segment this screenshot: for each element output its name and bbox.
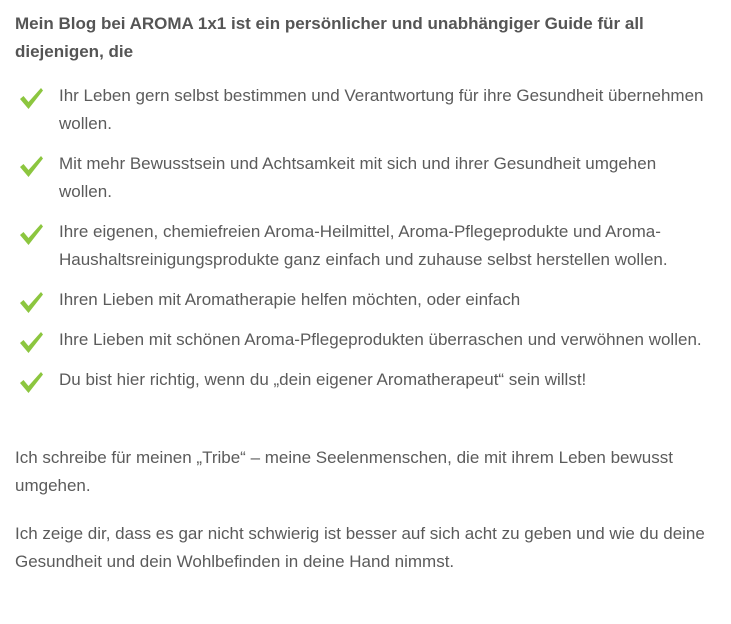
checklist-item [15,218,709,274]
checklist-item [15,326,709,354]
checkmark-icon [17,328,45,356]
intro-heading: Mein Blog bei AROMA 1x1 ist ein persönlicher und unabhängiger Guide für all diejenigen, die [15,14,644,61]
checklist-item [15,82,709,138]
checklist-item-text: Ihre eigenen, chemiefreien Aroma-Heilmittel, Aroma-Pflegeprodukte und Aroma-Haushaltsreinigungsprodukte ganz einfach und zuhause selbst herstellen wollen. [59,222,668,269]
checkmark-icon [17,220,45,248]
health-paragraph: Ich zeige dir, dass es gar nicht schwierig ist besser auf sich acht zu geben und wie du deine Gesundheit und dein Wohlbefinden in deine Hand nimmst. [15,524,705,571]
checkmark-icon [17,84,45,112]
checklist-item-text: Du bist hier richtig, wenn du „dein eigener Aromatherapeut“ sein willst! [59,370,587,389]
checklist-item [15,366,709,394]
checklist-item-text: Ihren Lieben mit Aromatherapie helfen möchten, oder einfach [59,290,521,309]
checklist-item-text: Mit mehr Bewusstsein und Achtsamkeit mit sich und ihrer Gesundheit umgehen wollen. [59,154,657,201]
checklist-item-text: Ihre Lieben mit schönen Aroma-Pflegeprodukten überraschen und verwöhnen wollen. [59,330,702,349]
tribe-paragraph: Ich schreibe für meinen „Tribe“ – meine Seelenmenschen, die mit ihrem Leben bewusst umgehen. [15,448,673,495]
checklist-item [15,286,709,314]
checkmark-icon [17,368,45,396]
checklist-item [15,150,709,206]
checklist-item-text: Ihr Leben gern selbst bestimmen und Verantwortung für ihre Gesundheit übernehmen wollen. [59,86,704,133]
checkmark-icon [17,152,45,180]
checkmark-icon [17,288,45,316]
benefit-checklist [15,82,719,394]
